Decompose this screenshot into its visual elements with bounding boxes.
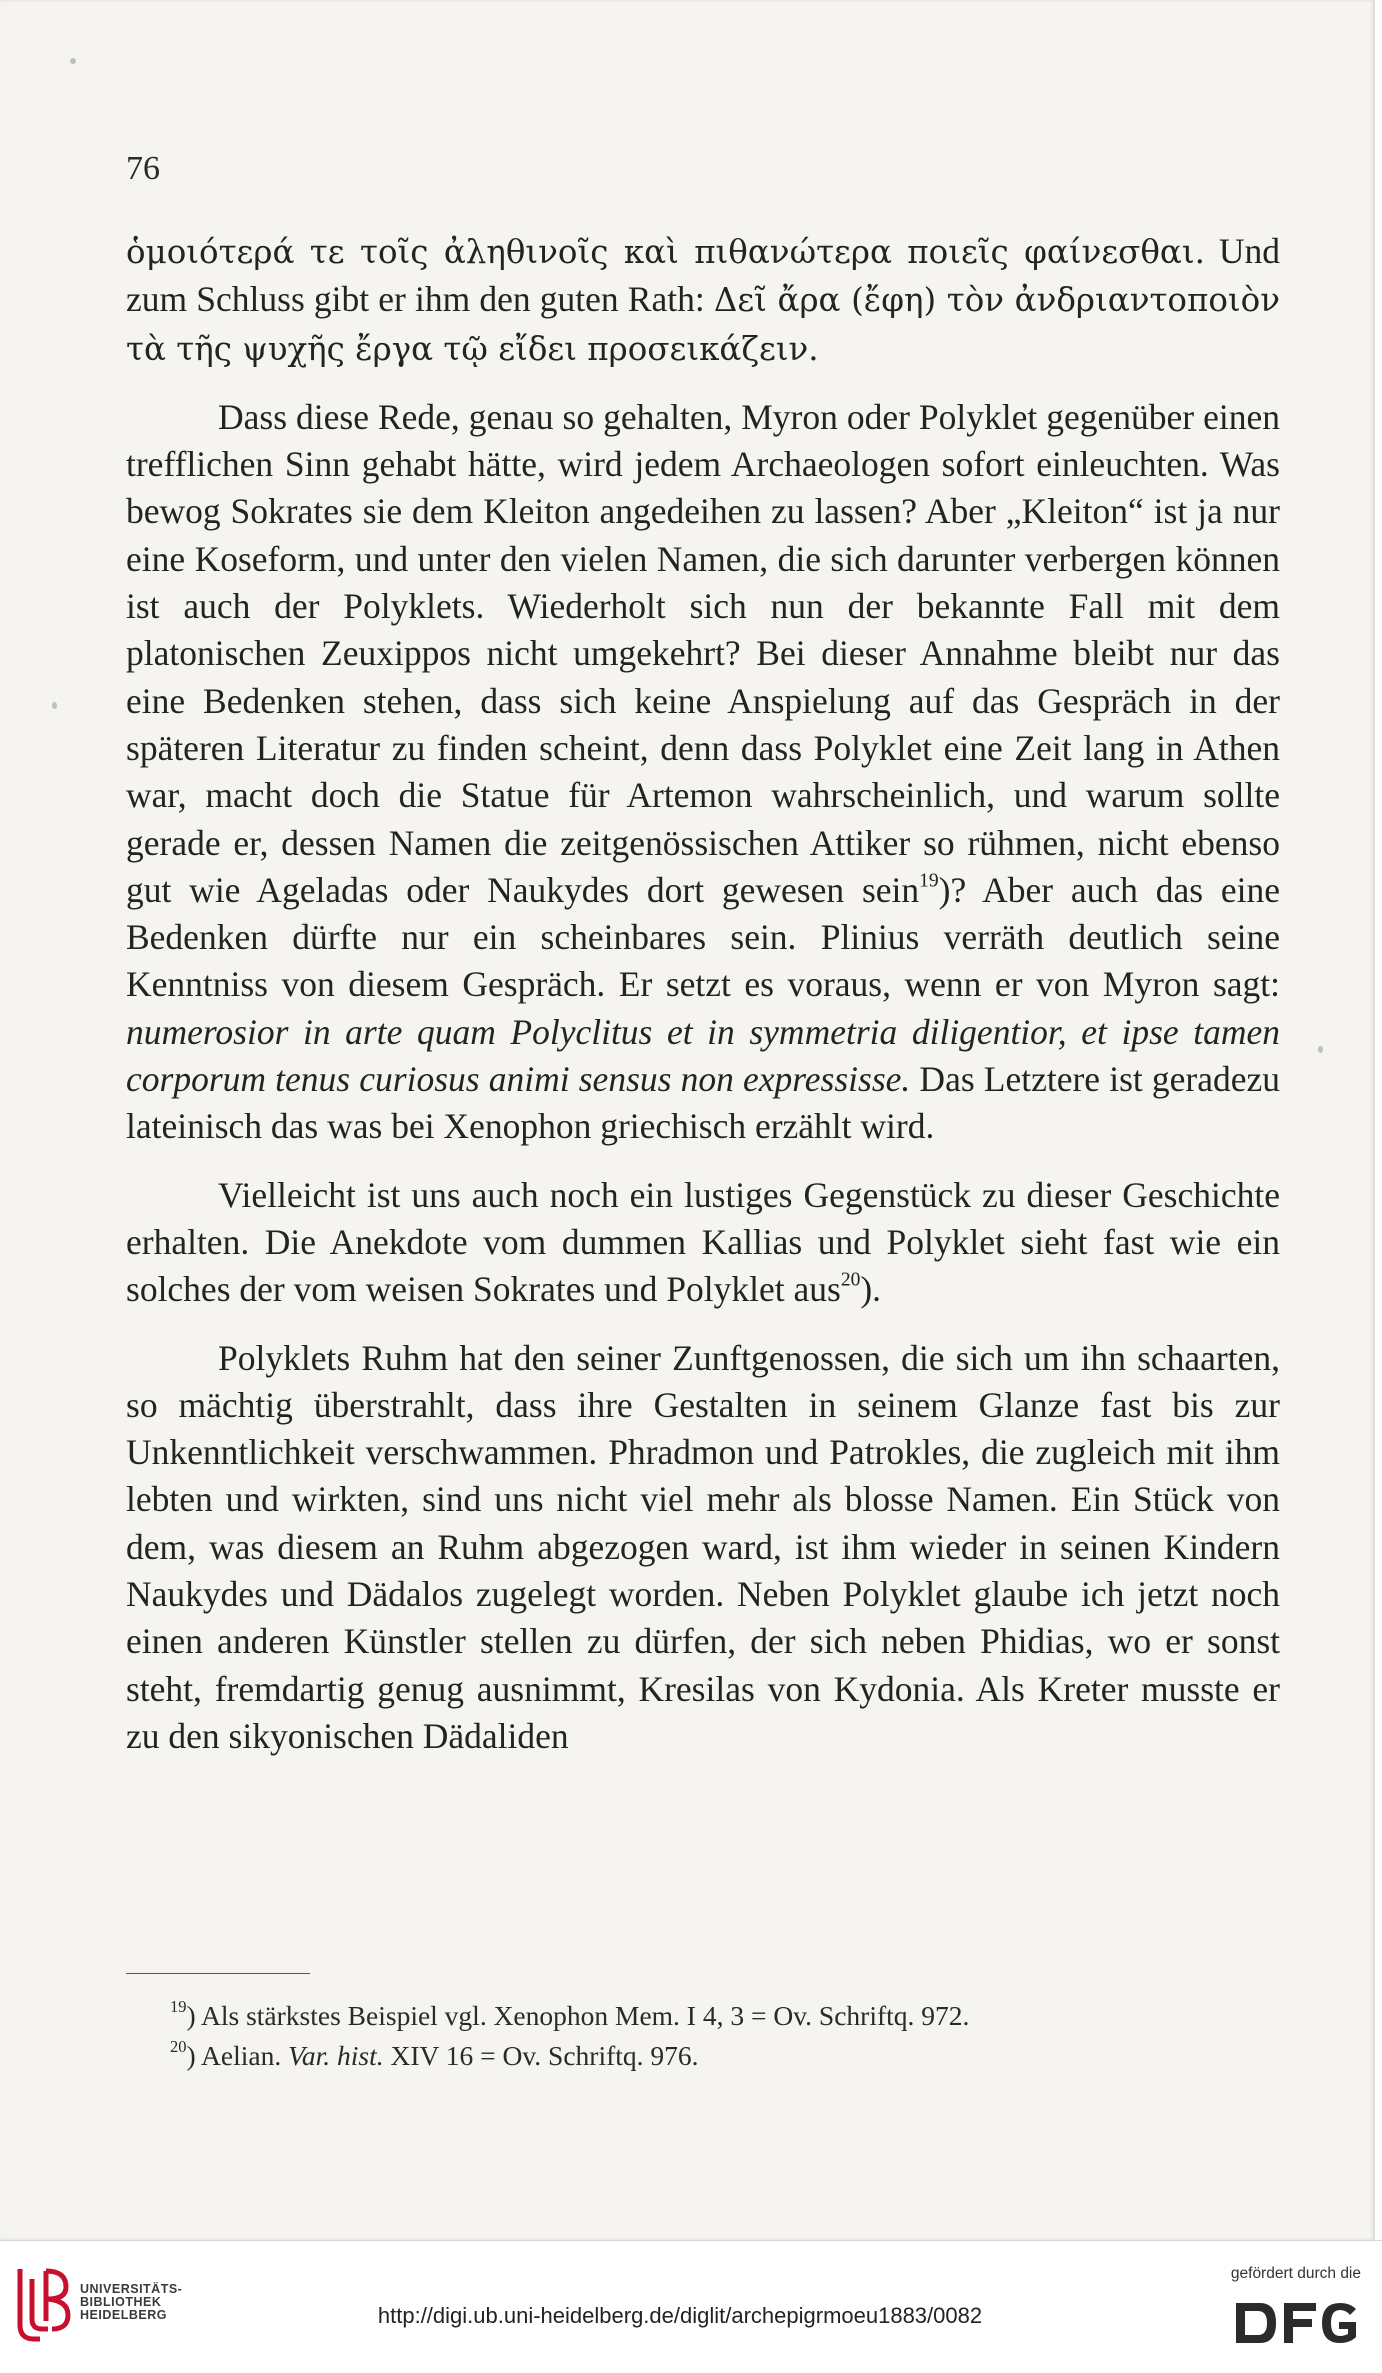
footnote-marker: 19 [170,1996,187,2016]
page-number: 76 [126,150,160,187]
footnote-text: ) Als stärkstes Beispiel vgl. Xenophon Mem. I 4, 3 = Ov. Schriftq. 972. [186,2000,970,2031]
footnote-ref-19[interactable]: 19 [919,870,939,892]
permalink-url[interactable]: http://digi.ub.uni-heidelberg.de/diglit/archepigrmoeu1883/0082 [377,2303,983,2328]
paragraph-1 [126,228,1280,373]
paragraph-2-text: Dass diese Rede, genau so gehalten, Myron oder Polyklet gegenüber einen trefflichen Sinn gehabt hätte, wird jedem Archaeologen sofort einleuchten. Was bewog Sokrates sie dem Kleiton angedeihen zu lassen? Aber „Kleiton“ ist ja nur eine Koseform, und unter den vielen Namen, die sich darunter verbergen können ist auch der Polyklets. Wiederholt sich nun der bekannte Fall mit dem platonischen Zeuxippos nicht umgekehrt? Bei dieser Annahme bleibt nur das eine Bedenken stehen, dass sich keine Anspielung auf das Gespräch in der späteren Literatur zu finden scheint, denn dass Polyklet eine Zeit lang in Athen war, macht doch die Statue für Artemon wahrscheinlich, und warum sollte gerade er, dessen Namen die zeitgenössischen Attiker so rühmen, nicht ebenso gut wie Ageladas oder Naukydes dort gewesen sein [126,396,1280,910]
paragraph-3-text: Vielleicht ist uns auch noch ein lustiges Gegenstück zu dieser Geschichte erhalten. Die Anekdote vom dummen Kallias und Polyklet sieht fast wie ein solches der vom weisen Sokrates und Polyklet aus [126,1174,1280,1310]
paragraph-4-text: Polyklets Ruhm hat den seiner Zunftgenossen, die sich um ihn schaarten, so mächtig überstrahlt, dass ihre Gestalten in seinem Glanze fast bis zur Unkenntlichkeit verschwammen. Phradmon und Patrokles, die zugleich mit ihm lebten und wirkten, sind uns nicht viel mehr als blosse Namen. Ein Stück von dem, was diesem an Ruhm abgezogen ward, ist ihm wieder in seinen Kindern Naukydes und Dädalos zugelegt worden. Neben Polyklet glaube ich jetzt noch einen anderen Künstler stellen zu dürfen, der sich neben Phidias, wo er sonst steht, fremdartig genug ausnimmt, Kresilas von Kydonia. Als Kreter musste er zu den sikyonischen Dädaliden [126,1337,1280,1756]
footnote-divider [126,1973,310,1974]
footnote-marker: 20 [170,2036,187,2056]
paragraph-2 [126,394,1280,1151]
footnotes [126,1996,1280,2076]
library-name: UNIVERSITÄTS- BIBLIOTHEK HEIDELBERG [80,2282,183,2322]
scan-speck [1318,1046,1323,1053]
paragraph-3-text-b: ). [860,1269,882,1310]
footnote-italic: Var. hist. [288,2040,384,2071]
dfg-logo[interactable] [1232,2289,1362,2359]
scan-speck [70,58,76,64]
footnote-ref-20[interactable]: 20 [840,1269,861,1291]
viewer-footer [0,2240,1382,2373]
paragraph-4 [126,1335,1280,1761]
paragraph-1-text: Und zum Schluss gibt er ihm den guten Rath: [126,231,1281,320]
footnote-20 [126,2036,1280,2076]
paragraph-3 [126,1172,1280,1314]
latin-quote: numerosior in arte quam Polyclitus et in symmetria diligentior, et ipse tamen corporum tenus curiosus animi sensus non expressisse. [126,1011,1280,1100]
footnote-text: ) Aelian. [186,2040,289,2071]
scan-speck [52,702,57,709]
ub-heidelberg-logo[interactable] [12,2259,72,2345]
footnote-text-b: XIV 16 = Ov. Schriftq. 976. [383,2040,699,2071]
body-text [126,228,1280,1760]
paragraph-2-text-c: Das Letztere ist geradezu lateinisch das was bei Xenophon griechisch erzählt wird. [126,1059,1280,1147]
dfg-caption: gefördert durch die [1230,2265,1361,2282]
greek-quote-1: ὁμοιότερά τε τοῖς ἀληθινοῖς καὶ πιθανώτερα ποιεῖς φαίνεσθαι. [126,233,1205,271]
paragraph-2-text-b: )? Aber auch das eine Bedenken dürfte nur ein scheinbares sein. Plinius verräth deutlich seine Kenntniss von diesem Gespräch. Er setzt es voraus, wenn er von Myron sagt: [126,869,1280,1005]
greek-quote-2: Δεῖ ἄρα (ἔφη) τὸν ἀνδριαντοποιὸν τὰ τῆς ψυχῆς ἔργα τῷ εἴδει προσεικάζειν. [126,281,1280,368]
footnote-19 [126,1996,1280,2036]
